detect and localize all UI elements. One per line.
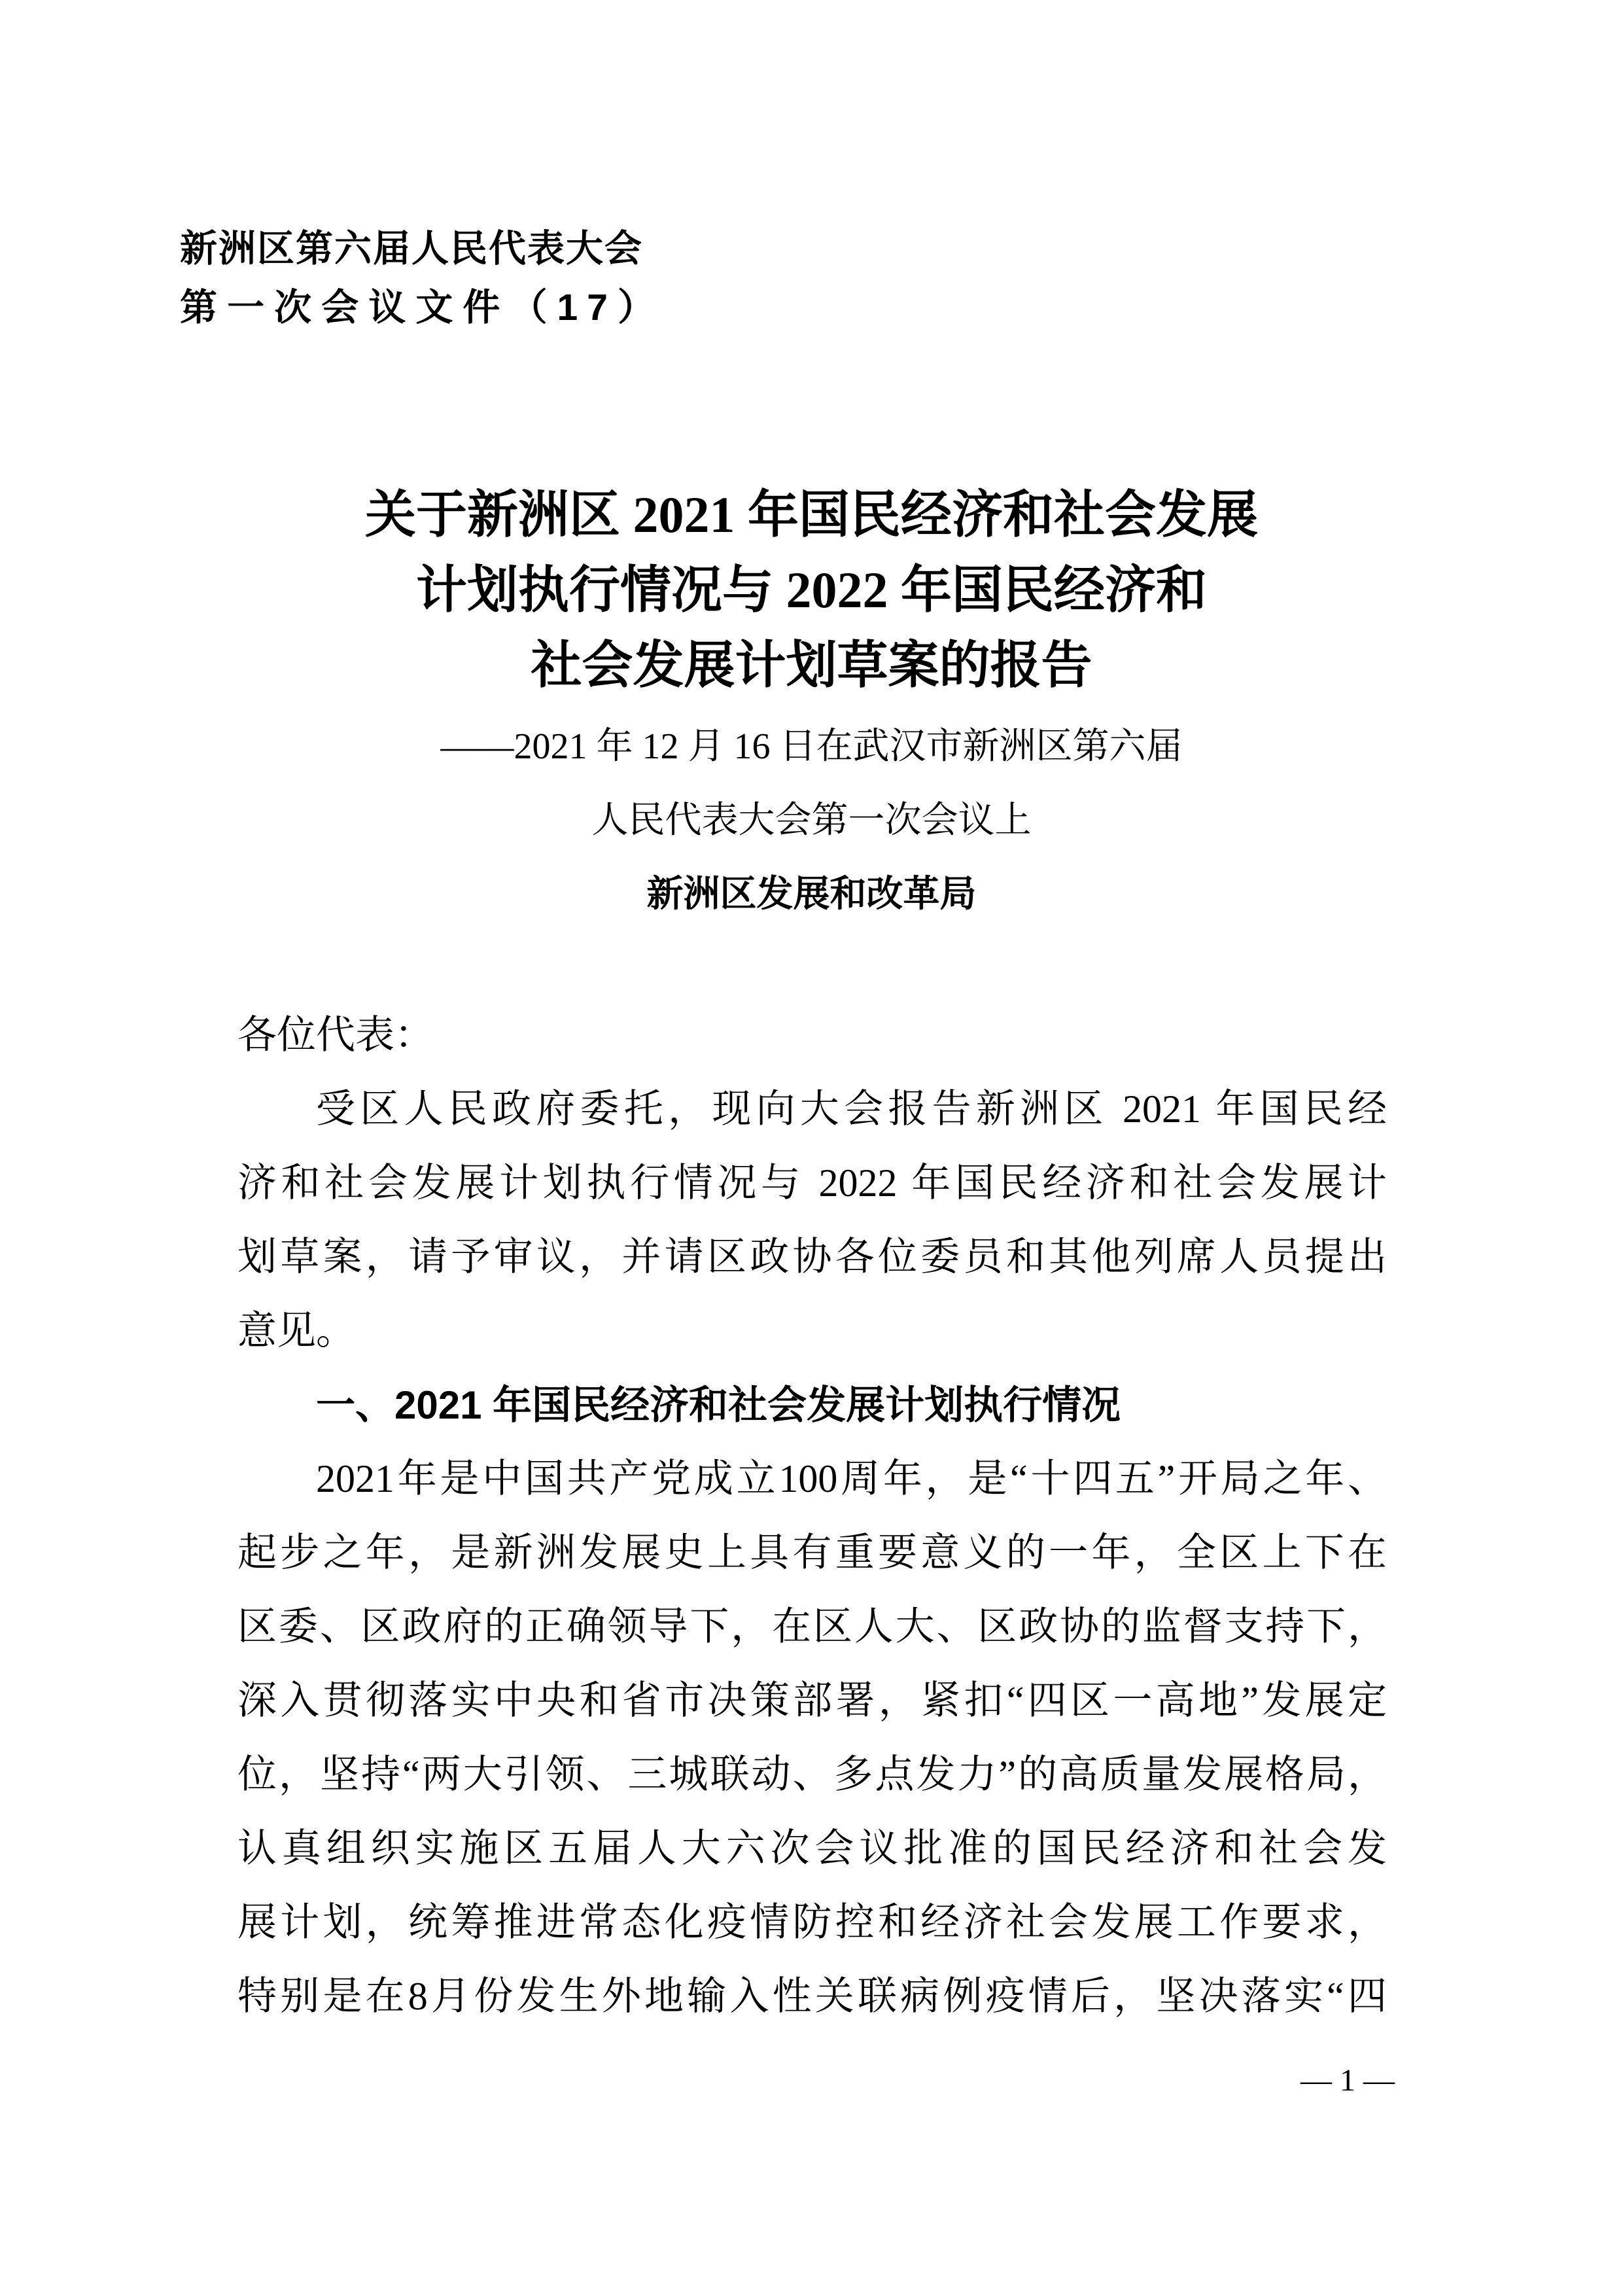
subtitle-date-venue-line-2: 人民代表大会第一次会议上: [591, 800, 1032, 841]
report-title-line-2: 计划执行情况与 2022 年国民经济和: [415, 561, 1207, 618]
page-number: — 1 —: [1300, 2063, 1395, 2098]
paragraph-1-line: 济和社会发展计划执行情况与 2022 年国民经济和社会发展计: [237, 1161, 1387, 1205]
header-congress-name: 新洲区第六届人民代表大会: [180, 228, 643, 270]
paragraph-2-line: 特别是在8月份发生外地输入性关联病例疫情后，坚决落实“四: [237, 1975, 1387, 2018]
subtitle-date-venue-line-1: ——2021 年 12 月 16 日在武汉市新洲区第六届: [440, 726, 1183, 767]
report-author-agency: 新洲区发展和改革局: [646, 874, 977, 915]
paragraph-2-line: 深入贯彻落实中央和省市决策部署，紧扣“四区一高地”发展定: [237, 1679, 1387, 1722]
paragraph-1-line: 划草案，请予审议，并请区政协各位委员和其他列席人员提出: [237, 1235, 1387, 1279]
report-body: [237, 998, 1387, 2034]
meeting-document-header: [180, 219, 664, 337]
report-title-line-1: 关于新洲区 2021 年国民经济和社会发展: [364, 486, 1258, 543]
salutation-line: 各位代表：: [237, 1014, 434, 1057]
report-subtitle-block: [0, 710, 1623, 932]
paragraph-2-line: 认真组织实施区五届人大六次会议批准的国民经济和社会发: [237, 1827, 1387, 1870]
header-document-number: 第一次会议文件（17）: [180, 287, 664, 328]
paragraph-1-line: 意见。: [237, 1309, 355, 1352]
report-title-line-3: 社会发展计划草案的报告: [531, 637, 1092, 694]
paragraph-2-line: 位，坚持“两大引领、三城联动、多点发力”的高质量发展格局，: [237, 1753, 1387, 1796]
section-1-heading: 一、2021 年国民经济和社会发展计划执行情况: [316, 1383, 1121, 1427]
paragraph-2-line: 区委、区政府的正确领导下，在区人大、区政协的监督支持下，: [237, 1605, 1387, 1648]
paragraph-1-line: 受区人民政府委托，现向大会报告新洲区 2021 年国民经: [316, 1087, 1387, 1131]
paragraph-2-line: 起步之年，是新洲发展史上具有重要意义的一年，全区上下在: [237, 1531, 1387, 1574]
paragraph-2-line: 展计划，统筹推进常态化疫情防控和经济社会发展工作要求，: [237, 1901, 1387, 1944]
paragraph-2-line: 2021年是中国共产党成立100周年，是“十四五”开局之年、: [316, 1457, 1387, 1500]
report-title: [0, 477, 1623, 703]
